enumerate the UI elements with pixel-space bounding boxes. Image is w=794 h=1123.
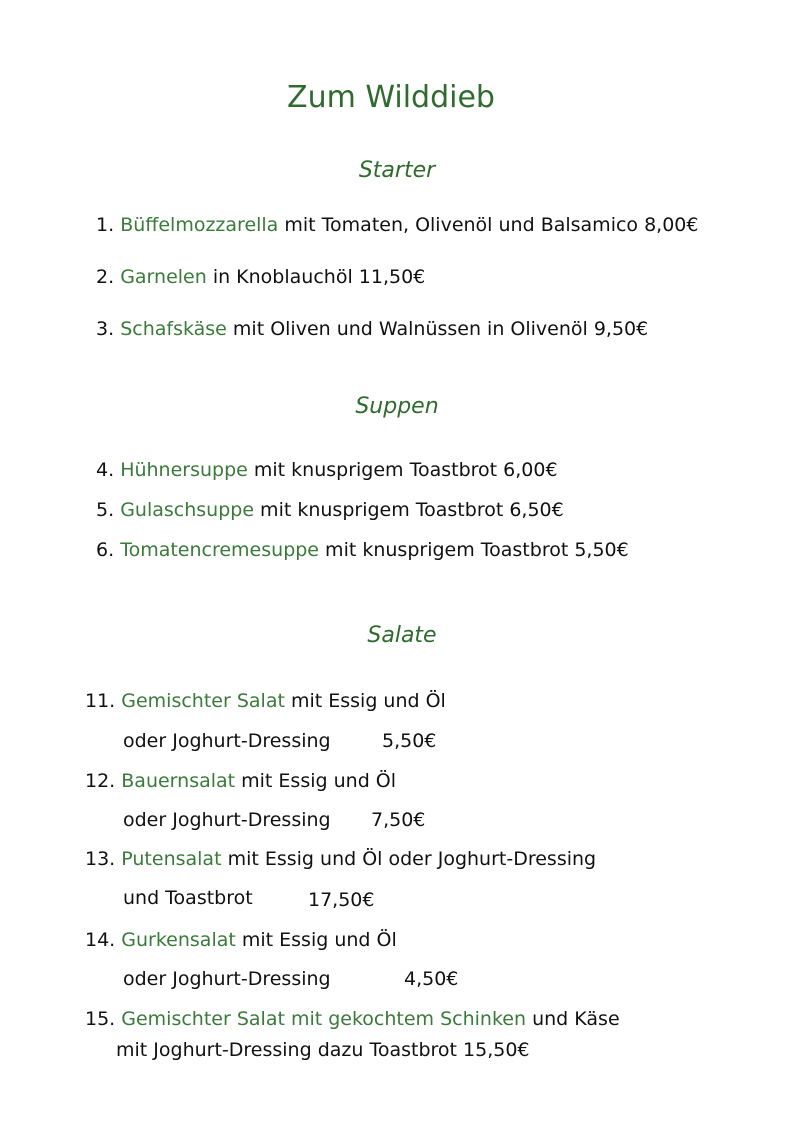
item-number: 15. <box>85 1008 116 1030</box>
item-number: 14. <box>85 929 116 951</box>
menu-item <box>85 1008 620 1030</box>
item-description: mit knusprigem Toastbrot 6,50€ <box>254 499 564 521</box>
menu-item <box>96 539 629 561</box>
menu-item <box>85 770 396 792</box>
menu-item <box>85 848 596 870</box>
item-description-line2: mit Joghurt-Dressing dazu Toastbrot 15,50€ <box>116 1039 530 1061</box>
item-number: 6. <box>96 539 115 561</box>
item-number: 5. <box>96 499 115 521</box>
item-description: mit knusprigem Toastbrot 6,00€ <box>247 459 558 481</box>
item-description: in Knoblauchöl 11,50€ <box>206 266 426 288</box>
item-description: mit Essig und Öl <box>284 690 446 712</box>
item-price: 4,50€ <box>404 968 459 990</box>
item-name: Bauernsalat <box>121 770 236 792</box>
menu-item <box>96 318 648 340</box>
item-description-line2: und Toastbrot <box>123 887 253 909</box>
item-name: Garnelen <box>120 266 207 288</box>
item-description: mit knusprigem Toastbrot 5,50€ <box>319 539 629 561</box>
menu-item <box>96 214 698 236</box>
item-name: Gemischter Salat <box>121 690 285 712</box>
item-price: 17,50€ <box>308 889 375 911</box>
item-name: Putensalat <box>121 848 222 870</box>
item-name: Hühnersuppe <box>120 459 248 481</box>
section-title-salate: Salate <box>367 623 437 648</box>
item-number: 2. <box>96 266 115 288</box>
item-description: mit Oliven und Walnüssen in Olivenöl 9,50€ <box>226 318 649 340</box>
item-name: Gulaschsuppe <box>120 499 255 521</box>
menu-item <box>96 266 425 288</box>
restaurant-title: Zum Wilddieb <box>287 80 495 115</box>
section-title-suppen: Suppen <box>355 394 439 419</box>
item-description-line2: oder Joghurt-Dressing <box>123 809 331 831</box>
item-number: 3. <box>96 318 115 340</box>
item-name: Schafskäse <box>120 318 227 340</box>
item-number: 13. <box>85 848 116 870</box>
item-number: 4. <box>96 459 115 481</box>
menu-item <box>96 459 558 481</box>
item-name: Gurkensalat <box>121 929 236 951</box>
item-name: Büffelmozzarella <box>120 214 279 236</box>
item-number: 1. <box>96 214 115 236</box>
item-price: 7,50€ <box>371 809 426 831</box>
item-description-line2: oder Joghurt-Dressing <box>123 968 331 990</box>
item-name: Tomatencremesuppe <box>120 539 320 561</box>
item-description: mit Essig und Öl oder Joghurt-Dressing <box>221 848 597 870</box>
item-price: 5,50€ <box>382 730 437 752</box>
menu-item <box>85 929 397 951</box>
item-description-line2: oder Joghurt-Dressing <box>123 730 331 752</box>
section-title-starter: Starter <box>358 158 436 183</box>
item-description: mit Essig und Öl <box>235 929 397 951</box>
item-description: und Käse <box>526 1008 620 1030</box>
item-description: mit Tomaten, Olivenöl und Balsamico 8,00€ <box>278 214 699 236</box>
item-name: Gemischter Salat mit gekochtem Schinken <box>121 1008 527 1030</box>
item-number: 11. <box>85 690 116 712</box>
menu-item <box>96 499 564 521</box>
item-number: 12. <box>85 770 116 792</box>
menu-item <box>85 690 446 712</box>
item-description: mit Essig und Öl <box>235 770 397 792</box>
